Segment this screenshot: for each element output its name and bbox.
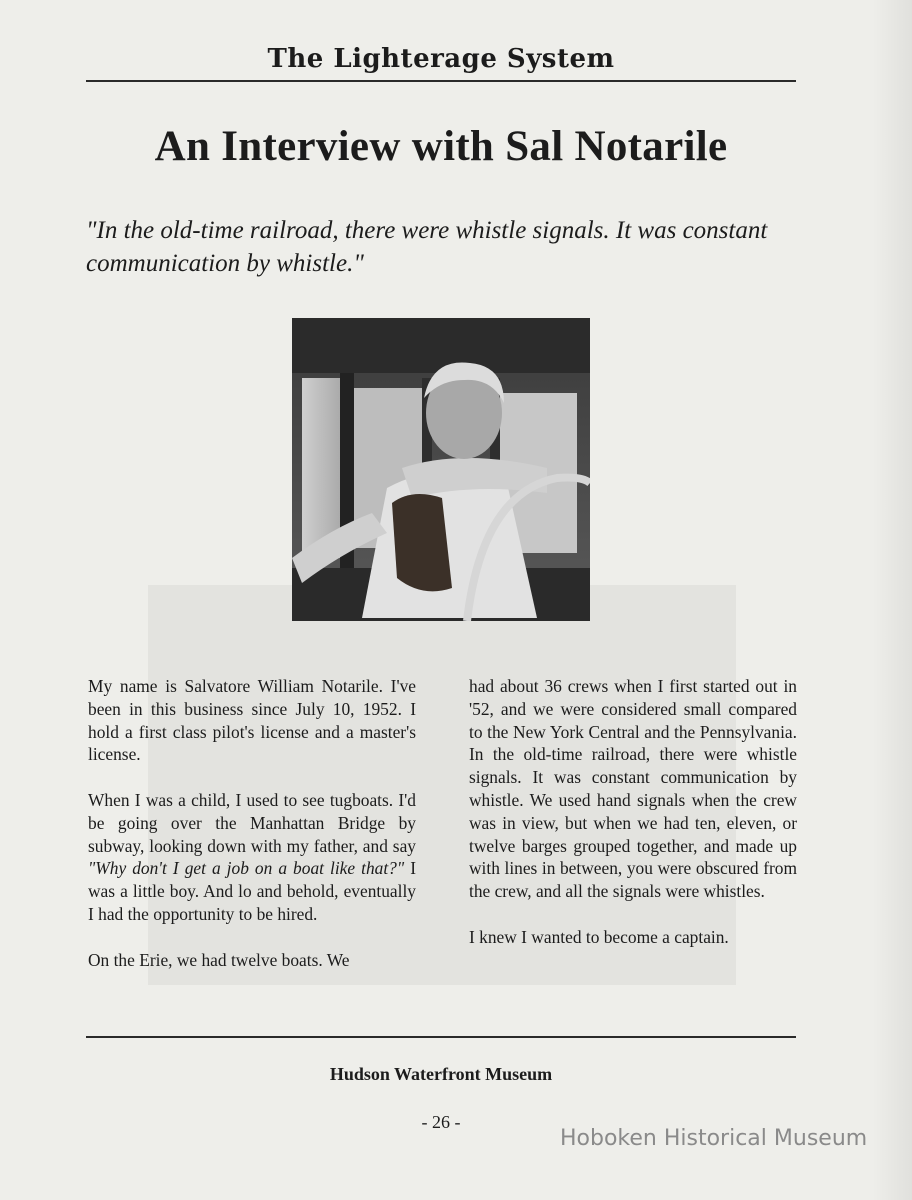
museum-footer: Hudson Waterfront Museum <box>329 1064 553 1084</box>
left-paragraph-2-end: I was a little boy. And lo and behold, eventually I had the opportunity to be hired. <box>88 858 417 924</box>
right-paragraph-1: had about 36 crews when I first started out in '52, and we were considered small compared to the New York Central and the Pennsylvania. In the old-time railroad, there were whistle signals. It was constant communication by whistle. We used hand signals when the crew was in view, but when we had ten, eleven, or twelve barges grouped together, and made up with lines in between, you were obscured from the crew, and all the signals were whistles. <box>469 676 797 902</box>
left-paragraph-2-quote: "Why don't I get a job on a boat like that?" <box>88 858 405 879</box>
photo-illustration <box>292 318 590 621</box>
page-edge-shadow <box>872 0 912 1200</box>
article-headline: An Interview with Sal Notarile <box>154 123 728 170</box>
watermark: Hoboken Historical Museum <box>560 1126 868 1151</box>
right-paragraph-2: I knew I wanted to become a captain. <box>469 926 729 947</box>
left-paragraph-2 <box>88 789 416 926</box>
left-paragraph-1: My name is Salvatore William Notarile. I've been in this business since July 10, 1952. I hold a first class pilot's license and a master's license. <box>88 676 416 765</box>
top-divider <box>86 80 796 82</box>
pull-quote: "In the old-time railroad, there were whistle signals. It was constant communication by whistle." <box>86 217 768 277</box>
left-column <box>88 675 416 994</box>
portrait-photo <box>292 318 590 621</box>
section-title: The Lighterage System <box>267 44 615 74</box>
left-paragraph-3: On the Erie, we had twelve boats. We <box>88 949 350 970</box>
right-column <box>469 675 797 971</box>
bottom-divider <box>86 1036 796 1038</box>
page-number: - 26 - <box>421 1112 461 1132</box>
left-paragraph-2-start: When I was a child, I used to see tugboats. I'd be going over the Manhattan Bridge by subway, looking down with my father, and say <box>88 789 416 856</box>
